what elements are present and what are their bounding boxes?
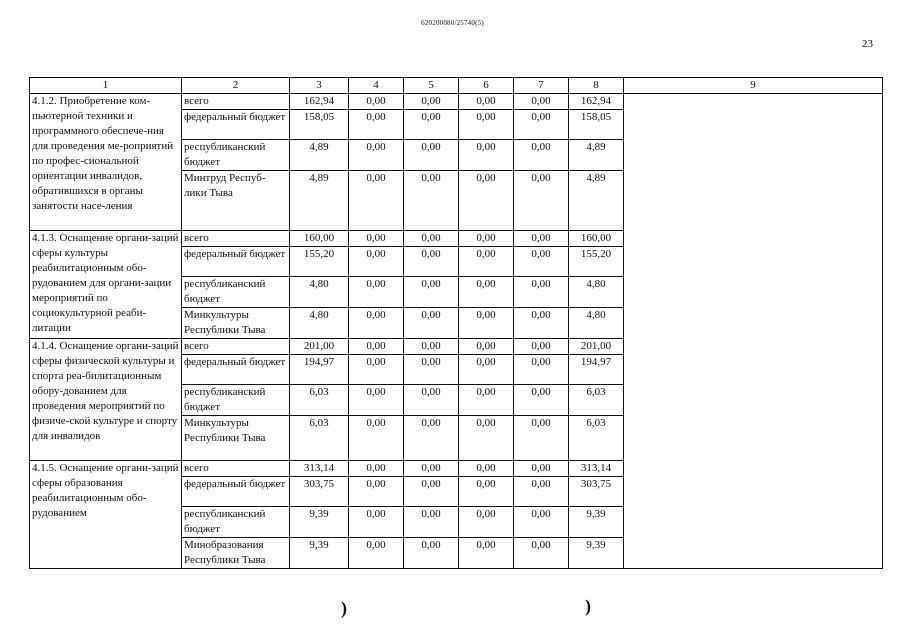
amount-cell: 313,14 (569, 461, 624, 477)
amount-cell: 0,00 (349, 94, 404, 110)
amount-cell: 0,00 (514, 94, 569, 110)
activity-cell: 4.1.5. Оснащение органи-заций сферы образования реабилитационным обо-рудованием (30, 461, 182, 569)
amount-cell: 0,00 (514, 385, 569, 416)
footer-mark: ) (341, 598, 347, 618)
amount-cell: 0,00 (459, 231, 514, 247)
amount-cell: 4,89 (569, 171, 624, 231)
amount-cell: 0,00 (404, 416, 459, 461)
amount-cell: 0,00 (349, 477, 404, 507)
amount-cell: 0,00 (404, 461, 459, 477)
amount-cell: 0,00 (349, 507, 404, 538)
amount-cell: 0,00 (404, 231, 459, 247)
amount-cell: 0,00 (514, 247, 569, 277)
amount-cell: 162,94 (569, 94, 624, 110)
funding-source-cell: федеральный бюджет (182, 110, 290, 140)
amount-cell: 0,00 (514, 461, 569, 477)
amount-cell: 6,03 (569, 385, 624, 416)
amount-cell: 160,00 (569, 231, 624, 247)
funding-source-cell: Минобразования Республики Тыва (182, 538, 290, 569)
amount-cell: 0,00 (349, 110, 404, 140)
amount-cell: 158,05 (290, 110, 349, 140)
amount-cell: 0,00 (404, 171, 459, 231)
amount-cell: 9,39 (290, 538, 349, 569)
amount-cell: 0,00 (349, 461, 404, 477)
amount-cell: 194,97 (290, 355, 349, 385)
document-id: 620200080/25740(5) (421, 19, 484, 27)
amount-cell: 0,00 (349, 308, 404, 339)
amount-cell: 0,00 (349, 171, 404, 231)
header-cell: 2 (182, 78, 290, 94)
header-cell: 3 (290, 78, 349, 94)
header-cell: 9 (624, 78, 883, 94)
amount-cell: 0,00 (404, 339, 459, 355)
amount-cell: 0,00 (404, 538, 459, 569)
funding-source-cell: Минкультуры Республики Тыва (182, 416, 290, 461)
amount-cell: 0,00 (349, 339, 404, 355)
header-cell: 4 (349, 78, 404, 94)
column-9-cell (624, 94, 883, 569)
amount-cell: 9,39 (569, 507, 624, 538)
amount-cell: 6,03 (290, 385, 349, 416)
amount-cell: 0,00 (459, 355, 514, 385)
amount-cell: 0,00 (459, 277, 514, 308)
amount-cell: 0,00 (459, 507, 514, 538)
amount-cell: 4,89 (290, 171, 349, 231)
amount-cell: 0,00 (459, 339, 514, 355)
funding-source-cell: федеральный бюджет (182, 477, 290, 507)
amount-cell: 0,00 (459, 416, 514, 461)
amount-cell: 4,89 (290, 140, 349, 171)
amount-cell: 194,97 (569, 355, 624, 385)
amount-cell: 4,80 (290, 308, 349, 339)
amount-cell: 0,00 (459, 94, 514, 110)
amount-cell: 0,00 (404, 507, 459, 538)
amount-cell: 0,00 (404, 385, 459, 416)
amount-cell: 303,75 (290, 477, 349, 507)
amount-cell: 0,00 (514, 308, 569, 339)
amount-cell: 0,00 (459, 308, 514, 339)
amount-cell: 0,00 (514, 110, 569, 140)
amount-cell: 0,00 (514, 538, 569, 569)
funding-source-cell: всего (182, 94, 290, 110)
header-row (30, 78, 883, 94)
amount-cell: 4,80 (569, 277, 624, 308)
amount-cell: 4,80 (290, 277, 349, 308)
amount-cell: 0,00 (459, 247, 514, 277)
amount-cell: 0,00 (349, 231, 404, 247)
amount-cell: 0,00 (514, 339, 569, 355)
amount-cell: 0,00 (514, 171, 569, 231)
funding-source-cell: всего (182, 231, 290, 247)
activity-cell: 4.1.2. Приобретение ком-пьютерной техники и программного обеспече-ния для проведения ме-роприятий по профес-сиональной ориентации инвалидов, обратившихся в органы занятости насе-ления (30, 94, 182, 231)
amount-cell: 0,00 (459, 477, 514, 507)
amount-cell: 0,00 (459, 538, 514, 569)
amount-cell: 0,00 (459, 140, 514, 171)
funding-source-cell: федеральный бюджет (182, 355, 290, 385)
amount-cell: 0,00 (459, 385, 514, 416)
amount-cell: 162,94 (290, 94, 349, 110)
funding-source-cell: республиканский бюджет (182, 507, 290, 538)
funding-source-cell: Минтруд Респуб-лики Тыва (182, 171, 290, 231)
footer-mark: ) (585, 596, 591, 616)
amount-cell: 0,00 (349, 538, 404, 569)
amount-cell: 4,80 (569, 308, 624, 339)
page-number: 23 (862, 38, 873, 50)
amount-cell: 0,00 (404, 308, 459, 339)
amount-cell: 0,00 (514, 355, 569, 385)
amount-cell: 155,20 (290, 247, 349, 277)
header-cell: 1 (30, 78, 182, 94)
amount-cell: 0,00 (404, 277, 459, 308)
amount-cell: 201,00 (290, 339, 349, 355)
header-cell: 7 (514, 78, 569, 94)
amount-cell: 0,00 (404, 110, 459, 140)
amount-cell: 0,00 (514, 140, 569, 171)
funding-source-cell: республиканский бюджет (182, 140, 290, 171)
amount-cell: 0,00 (514, 416, 569, 461)
amount-cell: 0,00 (459, 171, 514, 231)
header-cell: 8 (569, 78, 624, 94)
amount-cell: 0,00 (459, 461, 514, 477)
amount-cell: 9,39 (290, 507, 349, 538)
amount-cell: 0,00 (349, 277, 404, 308)
funding-source-cell: республиканский бюджет (182, 385, 290, 416)
amount-cell: 0,00 (404, 94, 459, 110)
amount-cell: 303,75 (569, 477, 624, 507)
activity-cell: 4.1.4. Оснащение органи-заций сферы физической культуры и спорта реа-билитационным обору-дованием для проведения мероприятий по физиче-ской культуре и спорту для инвалидов (30, 339, 182, 461)
amount-cell: 0,00 (459, 110, 514, 140)
amount-cell: 0,00 (514, 231, 569, 247)
amount-cell: 4,89 (569, 140, 624, 171)
amount-cell: 0,00 (349, 385, 404, 416)
funding-source-cell: Минкультуры Республики Тыва (182, 308, 290, 339)
funding-source-cell: всего (182, 339, 290, 355)
amount-cell: 9,39 (569, 538, 624, 569)
header-cell: 6 (459, 78, 514, 94)
amount-cell: 6,03 (290, 416, 349, 461)
header-cell: 5 (404, 78, 459, 94)
amount-cell: 0,00 (349, 247, 404, 277)
amount-cell: 0,00 (404, 140, 459, 171)
amount-cell: 0,00 (404, 355, 459, 385)
amount-cell: 0,00 (404, 477, 459, 507)
amount-cell: 158,05 (569, 110, 624, 140)
amount-cell: 0,00 (514, 477, 569, 507)
amount-cell: 0,00 (404, 247, 459, 277)
amount-cell: 313,14 (290, 461, 349, 477)
funding-source-cell: всего (182, 461, 290, 477)
funding-source-cell: федеральный бюджет (182, 247, 290, 277)
table-row (30, 94, 883, 110)
amount-cell: 201,00 (569, 339, 624, 355)
amount-cell: 160,00 (290, 231, 349, 247)
amount-cell: 0,00 (349, 355, 404, 385)
funding-table (29, 77, 883, 569)
activity-cell: 4.1.3. Оснащение органи-заций сферы культуры реабилитационным обо-рудованием для органи-зации мероприятий по социокультурной реаби-литации (30, 231, 182, 339)
amount-cell: 6,03 (569, 416, 624, 461)
amount-cell: 0,00 (349, 416, 404, 461)
amount-cell: 0,00 (349, 140, 404, 171)
amount-cell: 0,00 (514, 507, 569, 538)
funding-source-cell: республиканский бюджет (182, 277, 290, 308)
amount-cell: 155,20 (569, 247, 624, 277)
amount-cell: 0,00 (514, 277, 569, 308)
